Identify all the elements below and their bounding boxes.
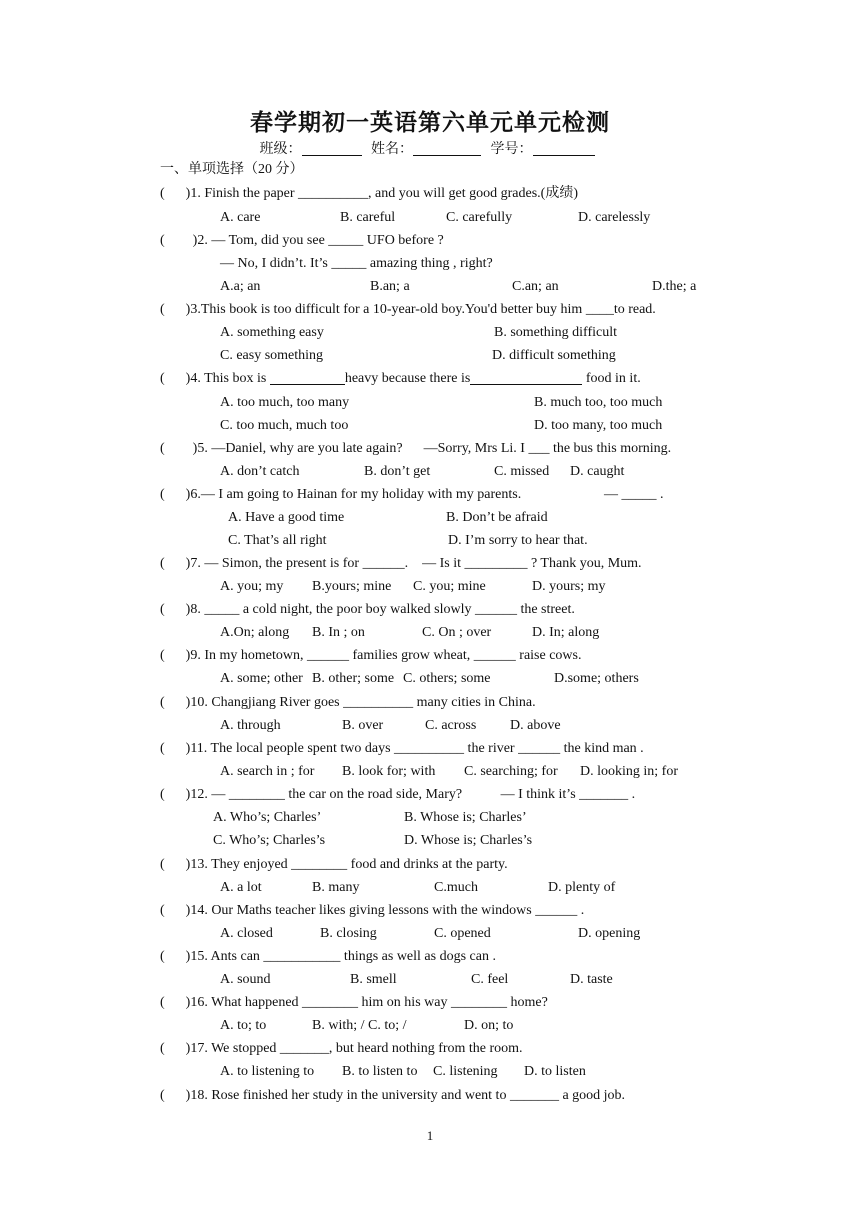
id-blank xyxy=(533,141,595,156)
q11-option-b: B. look for; with xyxy=(342,764,436,779)
name-label: 姓名： xyxy=(371,142,413,157)
q14-option-b: B. closing xyxy=(320,926,377,941)
q9-option-d: D.some; others xyxy=(554,671,639,686)
q9-option-a: A. some; other xyxy=(220,671,303,686)
question-13: ( )13. They enjoyed ________ food and drinks at the party. xyxy=(160,857,508,872)
q3-option-d: D. difficult something xyxy=(492,348,616,363)
q4-blank-2 xyxy=(470,370,582,385)
q7-option-d: D. yours; my xyxy=(532,579,606,594)
q14-option-c: C. opened xyxy=(434,926,491,941)
q17-option-c: C. listening xyxy=(433,1064,498,1079)
q3-option-c: C. easy something xyxy=(220,348,324,363)
question-3: ( )3.This book is too difficult for a 10-year-old boy.You'd better buy him ____to read. xyxy=(160,302,656,317)
id-label: 学号： xyxy=(490,142,533,157)
q13-option-d: D. plenty of xyxy=(548,880,616,895)
page-title: 春学期初一英语第六单元单元检测 xyxy=(250,110,610,135)
q11-option-a: A. search in ; for xyxy=(220,764,315,779)
q4-blank-1 xyxy=(270,370,345,385)
q8-option-b: B. In ; on xyxy=(312,625,365,640)
q15-option-c: C. feel xyxy=(471,972,509,987)
q10-option-d: D. above xyxy=(510,718,561,733)
q17-option-d: D. to listen xyxy=(524,1064,586,1079)
question-6-reply: — _____ . xyxy=(604,487,664,502)
q17-option-b: B. to listen to xyxy=(342,1064,418,1079)
q15-option-b: B. smell xyxy=(350,972,397,987)
q14-option-d: D. opening xyxy=(578,926,641,941)
class-blank xyxy=(302,141,362,156)
q6-option-c: C. That’s all right xyxy=(228,533,327,548)
q12-option-a: A. Who’s; Charles’ xyxy=(213,810,322,825)
section-heading: 一、单项选择（20 分） xyxy=(160,162,304,177)
q2-option-a: A.a; an xyxy=(220,279,261,294)
question-4 xyxy=(160,370,641,388)
question-1: ( )1. Finish the paper __________, and you will get good grades.(成绩) xyxy=(160,186,578,201)
page-number: 1 xyxy=(426,1128,434,1143)
q16-option-b-c: B. with; / C. to; / xyxy=(312,1018,407,1033)
class-label: 班级： xyxy=(259,142,302,157)
student-info xyxy=(0,138,860,158)
question-15: ( )15. Ants can ___________ things as well as dogs can . xyxy=(160,949,496,964)
q13-option-a: A. a lot xyxy=(220,880,262,895)
q4-option-a: A. too much, too many xyxy=(220,395,350,410)
q4-option-d: D. too many, too much xyxy=(534,418,663,433)
question-2: ( )2. — Tom, did you see _____ UFO before ? xyxy=(160,233,444,248)
q3-option-b: B. something difficult xyxy=(494,325,618,340)
q5-option-d: D. caught xyxy=(570,464,625,479)
q9-option-b: B. other; some xyxy=(312,671,395,686)
question-10: ( )10. Changjiang River goes __________ many cities in China. xyxy=(160,695,536,710)
q4-stem-part-3: food in it. xyxy=(582,371,641,386)
q4-stem-part-2: heavy because there is xyxy=(344,371,471,386)
question-6: ( )6.— I am going to Hainan for my holiday with my parents. xyxy=(160,487,522,502)
q7-option-a: A. you; my xyxy=(220,579,284,594)
q8-option-a: A.On; along xyxy=(220,625,290,640)
q15-option-d: D. taste xyxy=(570,972,613,987)
q15-option-a: A. sound xyxy=(220,972,271,987)
name-blank xyxy=(413,141,481,156)
q12-option-d: D. Whose is; Charles’s xyxy=(404,833,533,848)
q5-option-c: C. missed xyxy=(494,464,550,479)
q14-option-a: A. closed xyxy=(220,926,273,941)
question-14: ( )14. Our Maths teacher likes giving lessons with the windows ______ . xyxy=(160,903,585,918)
q1-option-d: D. carelessly xyxy=(578,210,651,225)
q16-option-a: A. to; to xyxy=(220,1018,267,1033)
q2-option-d: D.the; a xyxy=(652,279,697,294)
q13-option-b: B. many xyxy=(312,880,360,895)
q4-option-b: B. much too, too much xyxy=(534,395,663,410)
question-12: ( )12. — ________ the car on the road side, Mary? — I think it’s _______ . xyxy=(160,787,636,802)
q11-option-d: D. looking in; for xyxy=(580,764,678,779)
q2-option-b: B.an; a xyxy=(370,279,410,294)
q1-option-a: A. care xyxy=(220,210,261,225)
q1-option-c: C. carefully xyxy=(446,210,513,225)
q7-option-c: C. you; mine xyxy=(413,579,486,594)
question-7: ( )7. — Simon, the present is for ______. — Is it _________ ? Thank you, Mum. xyxy=(160,556,642,571)
q9-option-c: C. others; some xyxy=(403,671,491,686)
q10-option-c: C. across xyxy=(425,718,477,733)
q10-option-a: A. through xyxy=(220,718,281,733)
q16-option-d: D. on; to xyxy=(464,1018,514,1033)
q4-option-c: C. too much, much too xyxy=(220,418,349,433)
q6-option-a: A. Have a good time xyxy=(228,510,345,525)
q6-option-d: D. I’m sorry to hear that. xyxy=(448,533,588,548)
q2-option-c: C.an; an xyxy=(512,279,559,294)
q12-option-b: B. Whose is; Charles’ xyxy=(404,810,527,825)
question-18: ( )18. Rose finished her study in the university and went to _______ a good job. xyxy=(160,1088,626,1103)
q3-option-a: A. something easy xyxy=(220,325,324,340)
q1-option-b: B. careful xyxy=(340,210,396,225)
q5-option-a: A. don’t catch xyxy=(220,464,300,479)
q8-option-c: C. On ; over xyxy=(422,625,492,640)
q11-option-c: C. searching; for xyxy=(464,764,558,779)
question-5: ( )5. —Daniel, why are you late again? —Sorry, Mrs Li. I ___ the bus this morning. xyxy=(160,441,672,456)
question-16: ( )16. What happened ________ him on his way ________ home? xyxy=(160,995,548,1010)
q10-option-b: B. over xyxy=(342,718,384,733)
question-2-line-2: — No, I didn’t. It’s _____ amazing thing , right? xyxy=(220,256,493,271)
q8-option-d: D. In; along xyxy=(532,625,600,640)
q13-option-c: C.much xyxy=(434,880,478,895)
q5-option-b: B. don’t get xyxy=(364,464,431,479)
question-8: ( )8. _____ a cold night, the poor boy walked slowly ______ the street. xyxy=(160,602,575,617)
q17-option-a: A. to listening to xyxy=(220,1064,315,1079)
q4-stem-part-1: ( )4. This box is xyxy=(160,371,270,386)
q6-option-b: B. Don’t be afraid xyxy=(446,510,548,525)
question-9: ( )9. In my hometown, ______ families grow wheat, ______ raise cows. xyxy=(160,648,582,663)
q7-option-b: B.yours; mine xyxy=(312,579,392,594)
q12-option-c: C. Who’s; Charles’s xyxy=(213,833,326,848)
question-17: ( )17. We stopped _______, but heard nothing from the room. xyxy=(160,1041,523,1056)
question-11: ( )11. The local people spent two days __________ the river ______ the kind man . xyxy=(160,741,644,756)
